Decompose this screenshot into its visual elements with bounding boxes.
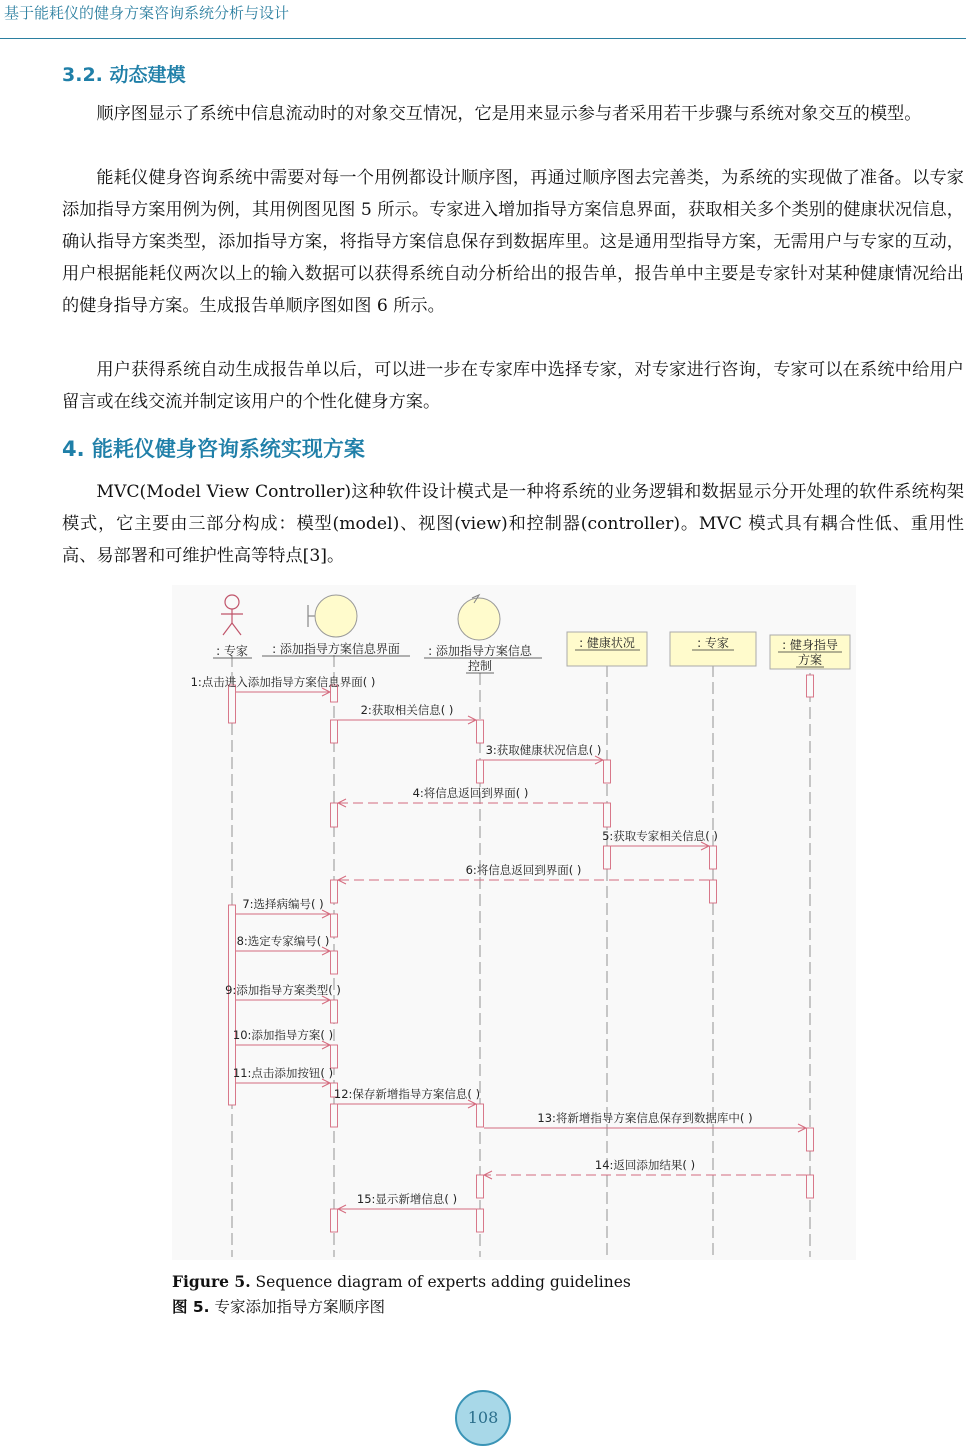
message-label: 13:将新增指导方案信息保存到数据库中( ) (537, 1111, 753, 1125)
activation-box (229, 685, 236, 723)
message-label: 8:选定专家编号( ) (236, 934, 330, 948)
message-label: 6:将信息返回到界面( ) (465, 863, 582, 877)
message-label: 3:获取健康状况信息( ) (485, 743, 602, 757)
paragraph: 用户获得系统自动生成报告单以后，可以进一步在专家库中选择专家，对专家进行咨询，专家可以在系统中给用户留言或在线交流并制定该用户的个性化健身方案。 (62, 360, 964, 412)
figure-caption-en (172, 1272, 631, 1291)
running-title: 基于能耗仪的健身方案咨询系统分析与设计 (4, 4, 290, 22)
activation-box (331, 1045, 338, 1068)
activation-box (710, 880, 717, 903)
section-heading-3-2: 3.2. 动态建模 (62, 64, 186, 86)
lifeline-label-expert: : 专家 (697, 636, 729, 650)
paragraph: 顺序图显示了系统中信息流动时的对象交互情况，它是用来显示参与者采用若干步骤与系统对象交互的模型。 (96, 104, 922, 124)
activation-box (604, 846, 611, 869)
figure-title-zh: 专家添加指导方案顺序图 (209, 1298, 386, 1316)
activation-box (807, 1128, 814, 1151)
running-header (0, 0, 966, 39)
activation-box (604, 760, 611, 783)
boundary-icon (315, 595, 357, 637)
page-number-badge: 108 (455, 1390, 511, 1446)
activation-box (331, 1000, 338, 1023)
section-heading-4: 4. 能耗仪健身咨询系统实现方案 (62, 437, 365, 461)
activation-box (807, 1175, 814, 1198)
activation-box (477, 720, 484, 743)
activation-box (331, 914, 338, 937)
lifeline-label-guide-line2: 方案 (797, 653, 823, 667)
activation-box (807, 675, 814, 697)
figure-title-en: Sequence diagram of experts adding guidelines (250, 1273, 631, 1291)
activation-box (331, 803, 338, 827)
actor-head-icon (225, 595, 239, 609)
activation-box (331, 1104, 338, 1127)
message-label: 7:选择病编号( ) (242, 897, 324, 911)
figure-caption-zh (172, 1295, 385, 1317)
message-label: 10:添加指导方案( ) (232, 1028, 334, 1042)
actor-leg-icon (232, 623, 241, 635)
activation-box (710, 846, 717, 869)
paragraph: MVC(Model View Controller)这种软件设计模式是一种将系统的业务逻辑和数据显示分开处理的软件系统构架模式，它主要由三部分构成：模型(model)、视图(view)和控制器(controller)。MVC 模式具有耦合性低、重用性高、易部署和可维护性高等特点[3]。 (62, 482, 964, 566)
paragraph: 能耗仪健身咨询系统中需要对每一个用例都设计顺序图，再通过顺序图去完善类，为系统的实现做了准备。以专家添加指导方案用例为例，其用例图见图 5 所示。专家进入增加指导方案信息界面，获取相关多个类别的健康状况信息，确认指导方案类型，添加指导方案，将指导方案信息保存到数据库里。这是通用型指导方案，无需用户与专家的互动，用户根据能耗仪两次以上的输入数据可以获得系统自动分析给出的报告单，报告单中主要是专家针对某种健康情况给出的健身指导方案。生成报告单顺序图如图 6 所示。 (62, 168, 964, 316)
sequence-diagram (172, 585, 856, 1260)
lifeline-label-boundary: : 添加指导方案信息界面 (272, 642, 400, 656)
message-label: 2:获取相关信息( ) (360, 703, 454, 717)
figure-number-en: Figure 5. (172, 1272, 251, 1291)
figure-number-zh: 图 5. (172, 1298, 210, 1316)
message-label: 9:添加指导方案类型( ) (225, 983, 341, 997)
lifeline-label-health: : 健康状况 (579, 636, 635, 650)
message-label: 15:显示新增信息( ) (356, 1192, 458, 1206)
lifeline-label-guide: : 健身指导 (782, 638, 838, 652)
actor-leg-icon (223, 623, 232, 635)
activation-box (477, 1175, 484, 1198)
message-label: 11:点击添加按钮( ) (232, 1066, 334, 1080)
activation-box (331, 1209, 338, 1232)
activation-box (477, 1209, 484, 1232)
sequence-diagram-canvas (172, 585, 856, 1260)
activation-box (331, 880, 338, 903)
activation-box (604, 803, 611, 827)
message-label: 14:返回添加结果( ) (594, 1158, 696, 1172)
lifeline-label-control-line2: 控制 (467, 659, 493, 673)
lifeline-label-control: : 添加指导方案信息 (428, 644, 532, 658)
message-label: 1:点击进入添加指导方案信息界面( ) (190, 675, 376, 689)
message-label: 4:将信息返回到界面( ) (412, 786, 529, 800)
activation-box (477, 760, 484, 783)
lifeline-label-actor: : 专家 (216, 644, 248, 658)
message-label: 12:保存新增指导方案信息( ) (333, 1087, 481, 1101)
message-label: 5:获取专家相关信息( ) (602, 829, 718, 843)
activation-box (477, 1104, 484, 1127)
activation-box (331, 720, 338, 743)
activation-box (331, 951, 338, 974)
control-icon (458, 598, 500, 640)
